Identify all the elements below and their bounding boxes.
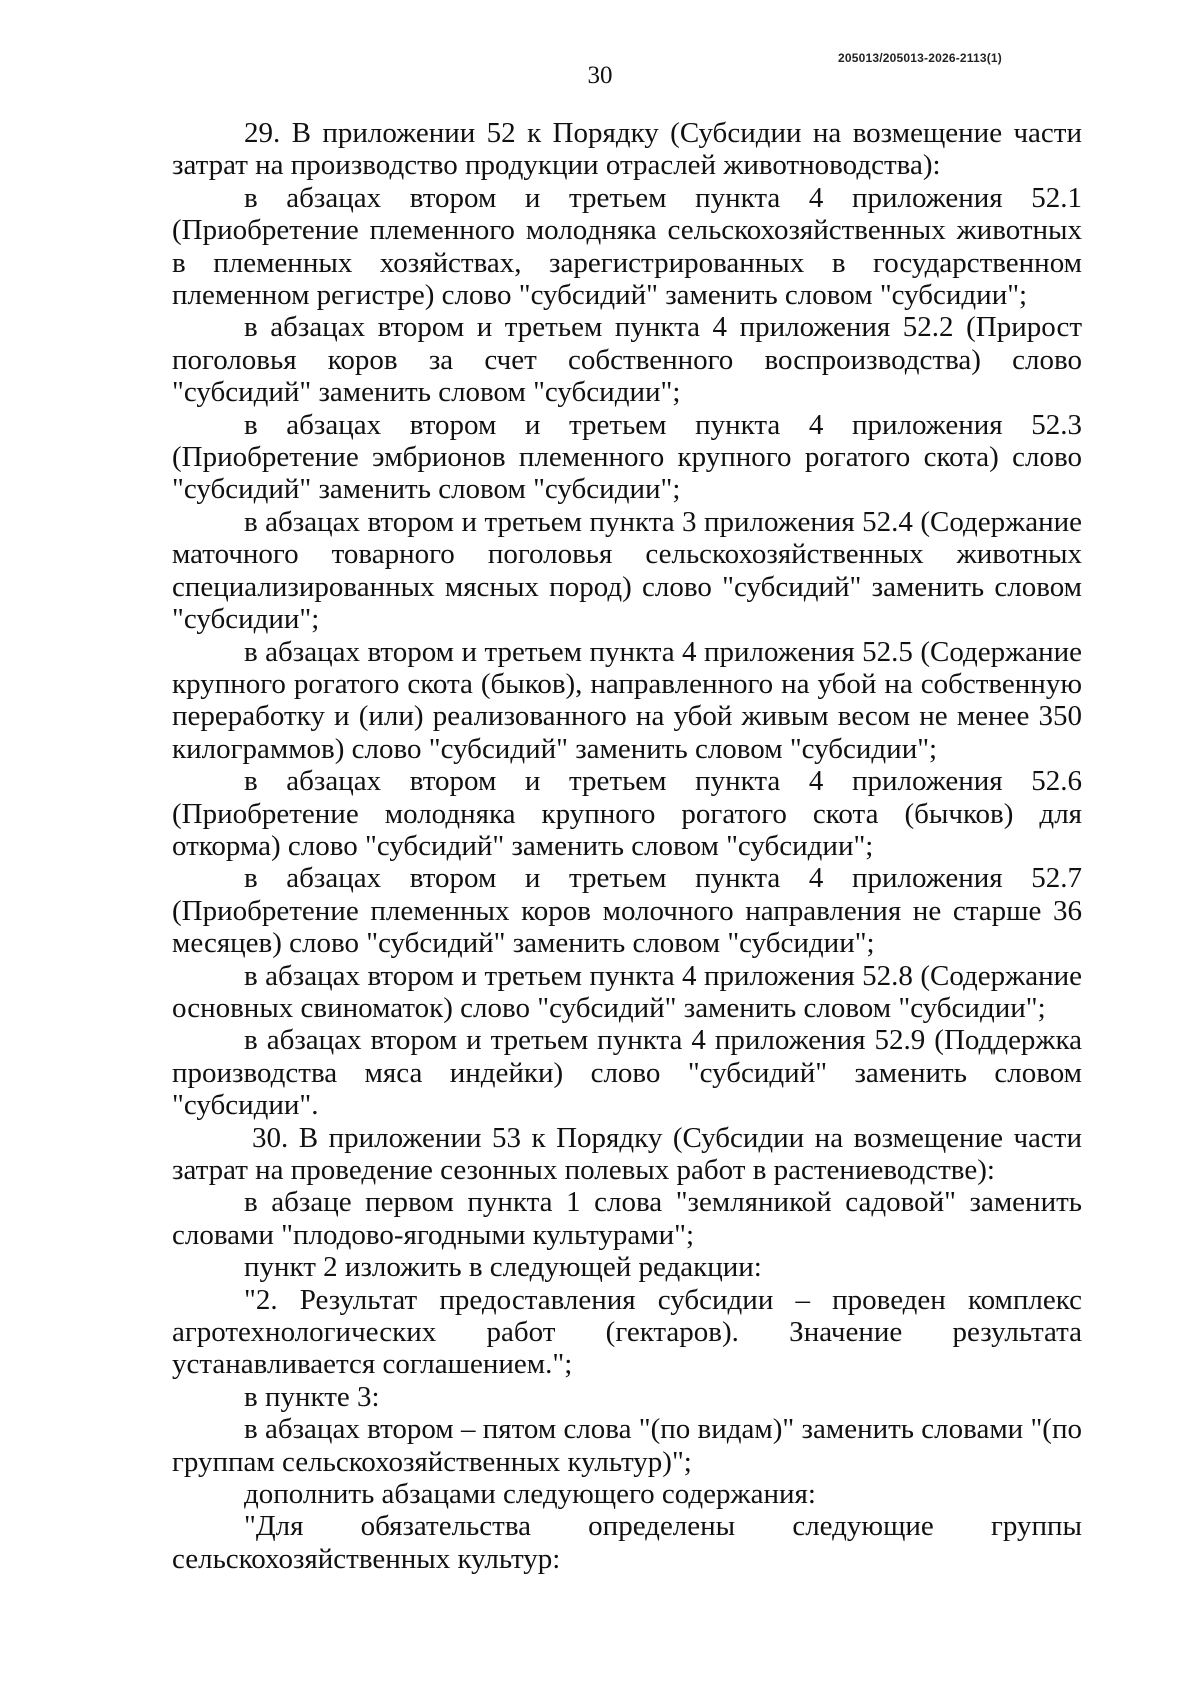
paragraph-52-5: в абзацах втором и третьем пункта 4 приложения 52.5 (Содержание крупного рогатого скота (быков), направленного на убой на собственную переработку и (или) реализованного на убой живым весом не менее 350 килограммов) слово "субсидий" заменить словом "субсидии"; bbox=[172, 635, 1082, 765]
paragraph-52-1: в абзацах втором и третьем пункта 4 приложения 52.1 (Приобретение племенного молодняка сельскохозяйственных животных в племенных хозяйствах, зарегистрированных в государственном племенном регистре) слово "субсидий" заменить словом "субсидии"; bbox=[172, 181, 1082, 312]
paragraph-53-add-intro: дополнить абзацами следующего содержания: bbox=[244, 1478, 816, 1511]
paragraph-29-intro: 29. В приложении 52 к Порядку (Субсидии на возмещение части затрат на производство продукции отраслей животноводства): bbox=[172, 117, 1082, 182]
paragraph-52-6: в абзацах втором и третьем пункта 4 приложения 52.6 (Приобретение молодняка крупного рогатого скота (бычков) для откорма) слово "субсидий" заменить словом "субсидии"; bbox=[172, 765, 1082, 862]
paragraph-53-point-2-text: "2. Результат предоставления субсидии – проведен комплекс агротехнологических работ (гектаров). Значение результата устанавливается соглашением."; bbox=[172, 1283, 1082, 1381]
paragraph-30-intro: 30. В приложении 53 к Порядку (Субсидии на возмещение части затрат на проведение сезонных полевых работ в растениеводстве): bbox=[172, 1121, 1082, 1186]
paragraph-53-point-3-intro: в пункте 3: bbox=[244, 1380, 380, 1413]
paragraph-52-2: в абзацах втором и третьем пункта 4 приложения 52.2 (Прирост поголовья коров за счет собственного воспроизводства) слово "субсидий" заменить словом "субсидии"; bbox=[172, 311, 1082, 409]
paragraph-52-8: в абзацах втором и третьем пункта 4 приложения 52.8 (Содержание основных свиноматок) слово "субсидий" заменить словом "субсидии"; bbox=[172, 959, 1082, 1024]
paragraph-53-point-3-replace: в абзацах втором – пятом слова "(по видам)" заменить словами "(по группам сельскохозяйственных культур)"; bbox=[172, 1413, 1082, 1478]
paragraph-53-point-2-intro: пункт 2 изложить в следующей редакции: bbox=[244, 1251, 762, 1284]
document-body bbox=[172, 117, 1082, 1575]
document-id: 205013/205013-2026-2113(1) bbox=[837, 51, 1002, 65]
page-number: 30 bbox=[587, 62, 613, 89]
paragraph-52-3: в абзацах втором и третьем пункта 4 приложения 52.3 (Приобретение эмбрионов племенного крупного рогатого скота) слово "субсидий" заменить словом "субсидии"; bbox=[172, 408, 1082, 506]
paragraph-52-9: в абзацах втором и третьем пункта 4 приложения 52.9 (Поддержка производства мяса индейки) слово "субсидий" заменить словом "субсидии". bbox=[172, 1024, 1082, 1122]
paragraph-52-7: в абзацах втором и третьем пункта 4 приложения 52.7 (Приобретение племенных коров молочного направления не старше 36 месяцев) слово "субсидий" заменить словом "субсидии"; bbox=[172, 862, 1082, 960]
paragraph-53-point-1: в абзаце первом пункта 1 слова "земляникой садовой" заменить словами "плодово-ягодными культурами"; bbox=[172, 1186, 1082, 1251]
paragraph-53-groups: "Для обязательства определены следующие группы сельскохозяйственных культур: bbox=[172, 1510, 1082, 1575]
paragraph-52-4: в абзацах втором и третьем пункта 3 приложения 52.4 (Содержание маточного товарного поголовья сельскохозяйственных животных специализированных мясных пород) слово "субсидий" заменить словом "субсидии"; bbox=[172, 505, 1082, 636]
